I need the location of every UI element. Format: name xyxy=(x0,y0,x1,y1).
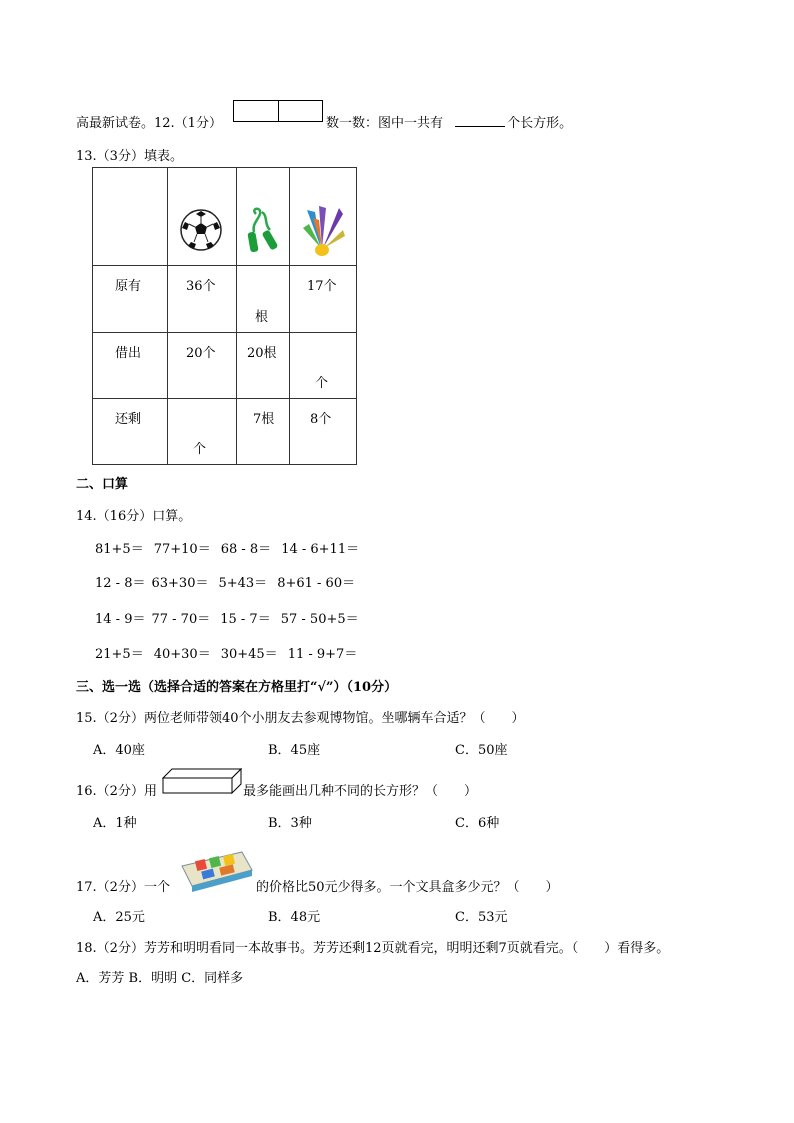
q15-option-a[interactable]: A．40座 xyxy=(93,743,145,758)
q12-question: 数一数：图中一共有 个长方形。 xyxy=(326,116,573,131)
soccer-ball-icon xyxy=(179,208,223,252)
cuboid-figure xyxy=(162,768,242,794)
table-header-soccer xyxy=(168,168,237,266)
q16-option-c[interactable]: C．6种 xyxy=(455,816,500,831)
calc-row: 12 - 8＝ 63+30＝ 5+43＝ 8+61 - 60＝ xyxy=(95,576,356,591)
q17-option-c[interactable]: C．53元 xyxy=(455,910,508,925)
q12-prefix: 高最新试卷。12.（1分） xyxy=(76,116,222,131)
q18-options[interactable]: A．芳芳 B．明明 C．同样多 xyxy=(76,971,244,986)
q14-title: 14.（16分）口算。 xyxy=(76,509,192,524)
fill-table xyxy=(92,167,357,465)
calc-row: 14 - 9＝ 77 - 70＝ 15 - 7＝ 57 - 50+5＝ xyxy=(95,612,359,627)
q15-option-c[interactable]: C．50座 xyxy=(455,743,508,758)
table-row: 还剩 个 7根 8个 xyxy=(93,399,357,465)
table-header-shuttlecock xyxy=(290,168,357,266)
answer-blank[interactable] xyxy=(455,114,505,127)
rectangle-figure xyxy=(233,100,323,122)
q13-title: 13.（3分）填表。 xyxy=(76,149,183,164)
calc-row: 21+5＝ 40+30＝ 30+45＝ 11 - 9+7＝ xyxy=(95,647,358,662)
jump-rope-icon xyxy=(246,206,280,256)
q17-suffix: 的价格比50元少得多。一个文具盒多少元？（ ） xyxy=(256,880,559,895)
table-header-rope xyxy=(237,168,290,266)
answer-cell[interactable]: 个 xyxy=(168,399,237,465)
table-row: 原有 36个 根 17个 xyxy=(93,266,357,333)
q16-option-b[interactable]: B．3种 xyxy=(268,816,312,831)
table-row: 借出 20个 20根 个 xyxy=(93,333,357,399)
q15-option-b[interactable]: B．45座 xyxy=(268,743,321,758)
q12-line xyxy=(76,112,222,131)
section-2-title: 二、口算 xyxy=(76,477,129,492)
q16-suffix: 最多能画出几种不同的长方形？（ ） xyxy=(243,784,478,799)
calc-row: 81+5＝ 77+10＝ 68 - 8＝ 14 - 6+11＝ xyxy=(95,542,360,557)
answer-cell[interactable]: 根 xyxy=(237,266,290,333)
q18-text: 18.（2分）芳芳和明明看同一本故事书。芳芳还剩12页就看完，明明还剩7页就看完。（ ）看得多。 xyxy=(76,941,670,956)
table-corner-cell xyxy=(93,168,168,266)
q16-option-a[interactable]: A．1种 xyxy=(93,816,137,831)
q15-text: 15.（2分）两位老师带领40个小朋友去参观博物馆。坐哪辆车合适？（ ） xyxy=(76,711,525,726)
q17-option-a[interactable]: A．25元 xyxy=(93,910,145,925)
pencil-case-icon xyxy=(178,848,254,892)
section-3-title: 三、选一选（选择合适的答案在方格里打“√”）（10分） xyxy=(76,680,398,695)
shuttlecock-icon xyxy=(299,204,347,260)
q16-prefix: 16.（2分）用 xyxy=(76,784,157,799)
answer-cell[interactable]: 个 xyxy=(290,333,357,399)
q17-option-b[interactable]: B．48元 xyxy=(268,910,321,925)
q17-prefix: 17.（2分）一个 xyxy=(76,880,170,895)
